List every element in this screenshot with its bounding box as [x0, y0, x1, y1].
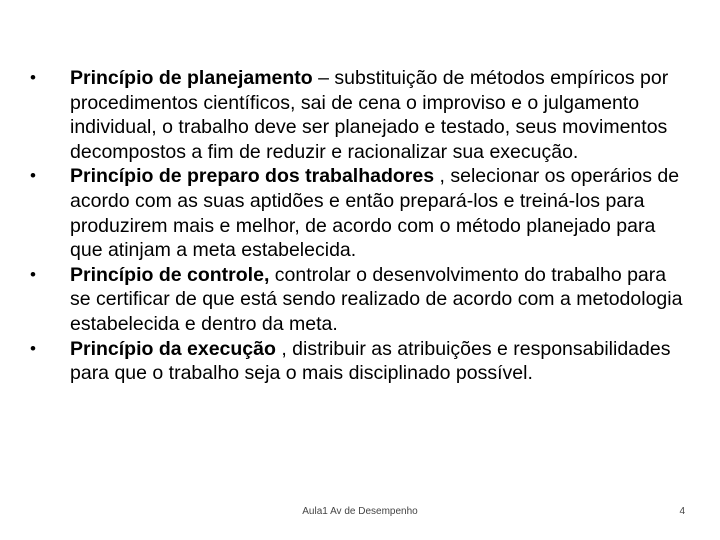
bullet-marker: •	[30, 68, 36, 87]
bullet-marker: •	[30, 166, 36, 186]
footer-title: Aula1 Av de Desempenho	[302, 506, 418, 517]
bullet-body	[70, 337, 692, 386]
bullet-item	[30, 66, 692, 164]
bullet-body	[70, 164, 692, 262]
bullet-marker: •	[30, 338, 36, 358]
bullet-description: , selecionar os operários de acordo com as suas aptidões e então prepará-los e treiná-los para produzirem mais e melhor, de acordo com o método planejado para que atinjam a meta estabelecida.	[70, 165, 680, 262]
slide-footer	[0, 506, 720, 524]
bullet-term: Princípio de controle,	[70, 263, 270, 286]
bullet-marker: •	[30, 264, 36, 284]
bullet-term: Princípio de planejamento	[70, 67, 313, 89]
bullet-item	[30, 164, 692, 262]
bullet-term: Princípio de preparo dos trabalhadores	[70, 165, 435, 188]
bullet-body	[70, 263, 692, 337]
bullet-description: , distribuir as atribuições e responsabilidades para que o trabalho seja o mais disciplinado possível.	[70, 337, 671, 385]
bullet-term: Princípio da execução	[70, 337, 276, 360]
page-number: 4	[679, 506, 685, 517]
bullet-description: controlar o desenvolvimento do trabalho para se certificar de que está sendo realizado de acordo com a metodologia estabelecida e dentro da meta.	[70, 263, 683, 335]
bullet-body	[70, 66, 692, 164]
bullet-item	[30, 263, 692, 337]
bullet-list	[30, 66, 692, 386]
bullet-description: – substituição de métodos empíricos por procedimentos científicos, sai de cena o improviso e o julgamento individual, o trabalho deve ser planejado e testado, seus movimentos decompostos a fim de reduzir e racionalizar sua execução.	[70, 67, 669, 163]
bullet-item	[30, 337, 692, 386]
